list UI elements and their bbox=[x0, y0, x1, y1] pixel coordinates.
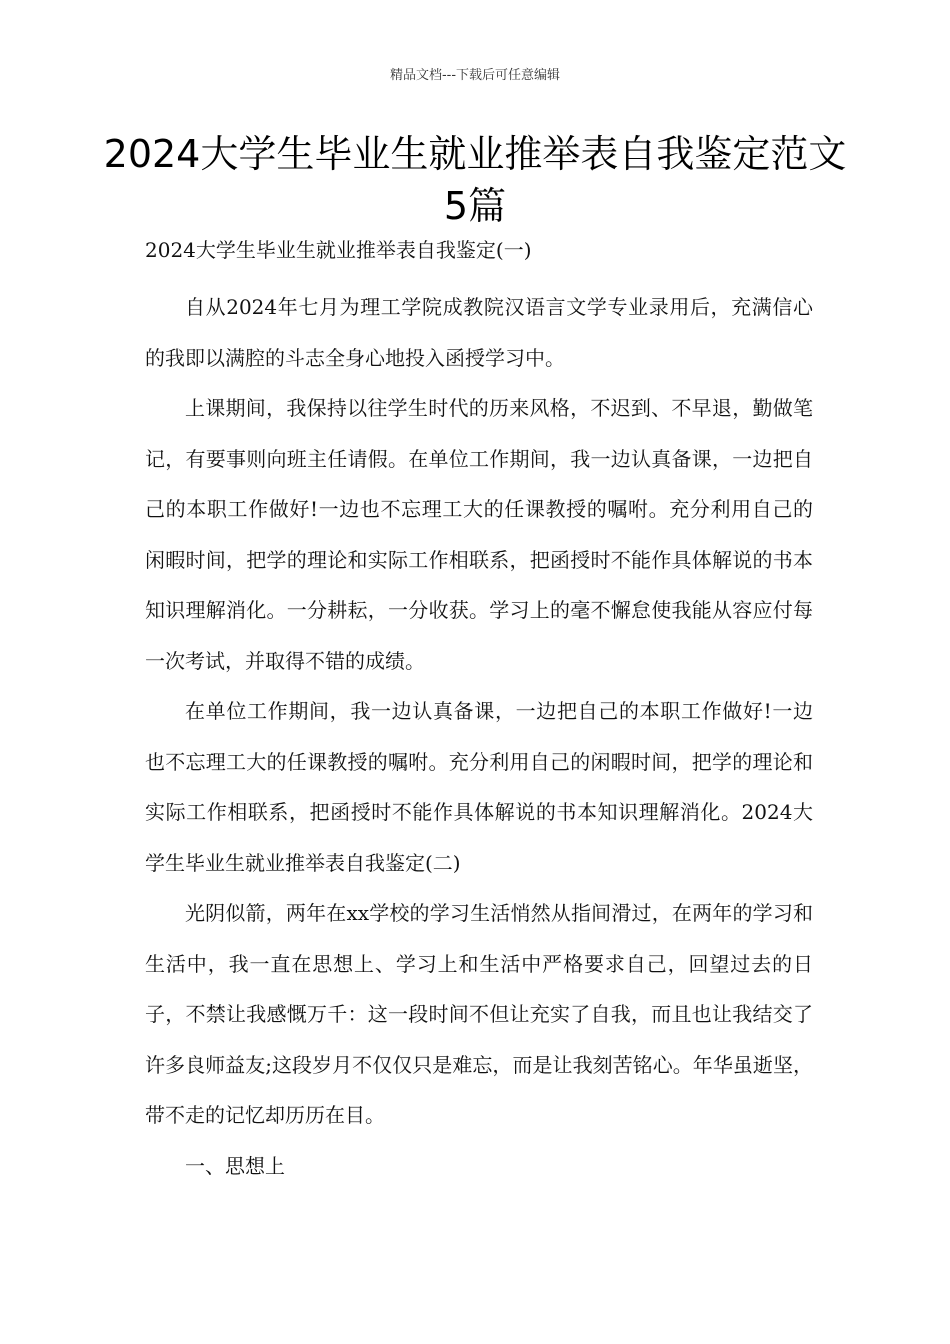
paragraph: 自从2024年七月为理工学院成教院汉语言文学专业录用后，充满信心的我即以满腔的斗志全身心地投入函授学习中。 bbox=[145, 295, 813, 370]
paragraph: 上课期间，我保持以往学生时代的历来风格，不迟到、不早退，勤做笔记，有要事则向班主任请假。在单位工作期间，我一边认真备课，一边把自己的本职工作做好!一边也不忘理工大的任课教授的嘱咐。充分利用自己的闲暇时间，把学的理论和实际工作相联系，把函授时不能作具体解说的书本知识理解消化。一分耕耘，一分收获。学习上的毫不懈怠使我能从容应付每一次考试，并取得不错的成绩。 bbox=[145, 396, 813, 673]
document-title: 2024大学生毕业生就业推举表自我鉴定范文5篇 bbox=[103, 132, 847, 228]
paragraph: 光阴似箭，两年在xx学校的学习生活悄然从指间滑过，在两年的学习和生活中，我一直在思想上、学习上和生活中严格要求自己，回望过去的日子，不禁让我感慨万千：这一段时间不但让充实了自我，而且也让我结交了许多良师益友;这段岁月不仅仅只是难忘，而是让我刻苦铭心。年华虽逝坚，带不走的记忆却历历在目。 bbox=[145, 901, 813, 1127]
paragraph: 在单位工作期间，我一边认真备课，一边把自己的本职工作做好!一边也不忘理工大的任课教授的嘱咐。充分利用自己的闲暇时间，把学的理论和实际工作相联系，把函授时不能作具体解说的书本知识理解消化。2024大学生毕业生就业推举表自我鉴定(二) bbox=[145, 699, 813, 875]
header-note: 精品文档---下载后可任意编辑 bbox=[389, 68, 561, 83]
subsection-heading: 一、思想上 bbox=[185, 1153, 285, 1178]
document-body bbox=[145, 228, 813, 1191]
section-heading: 2024大学生毕业生就业推举表自我鉴定(一) bbox=[145, 238, 532, 262]
